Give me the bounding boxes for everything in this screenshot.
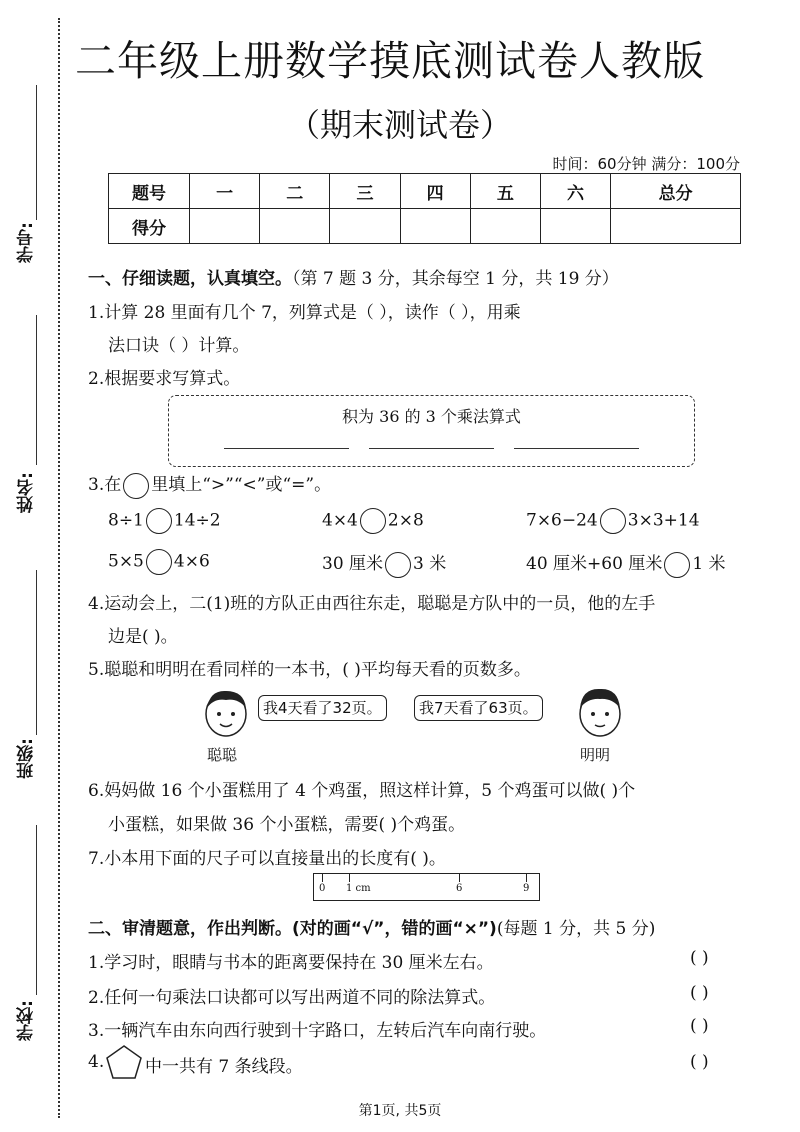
time-info: 时间：60分钟 满分：100分 xyxy=(552,155,740,173)
speech-bubble-congcong: 我4天看了32页。 xyxy=(258,695,387,721)
judge-item-2: 2.任何一句乘法口诀都可以写出两道不同的除法算式。 xyxy=(88,988,496,1008)
class-line xyxy=(36,570,37,735)
name-label: 姓名: xyxy=(17,472,37,513)
judge-item-4-text: 中一共有 7 条线段。 xyxy=(145,1057,303,1077)
compare-right: 3×3+14 xyxy=(627,510,700,531)
score-header-cell: 三 xyxy=(330,174,400,209)
compare-item xyxy=(526,549,726,578)
compare-item xyxy=(108,549,210,575)
judge-item-3: 3.一辆汽车由东向西行驶到十字路口，左转后汽车向南行驶。 xyxy=(88,1021,547,1041)
compare-left: 7×6−24 xyxy=(526,510,598,531)
ruler-label: 0 xyxy=(319,883,326,894)
page-title: 二年级上册数学摸底测试卷人教版 xyxy=(75,37,705,85)
page-subtitle: （期末测试卷） xyxy=(287,106,512,144)
judge-item-4-num: 4. xyxy=(88,1052,105,1072)
section1-heading xyxy=(88,264,619,289)
pentagon-icon xyxy=(104,1043,144,1081)
section1-note: （第 7 题 3 分，其余每空 1 分，共 19 分） xyxy=(292,269,619,289)
q4-line-b: 边是( )。 xyxy=(108,627,178,647)
q2-answer-blank[interactable] xyxy=(224,448,349,449)
score-cell[interactable] xyxy=(611,209,741,244)
boy-congcong-icon xyxy=(198,686,258,744)
score-header-cell: 五 xyxy=(470,174,540,209)
score-cell[interactable] xyxy=(260,209,330,244)
q2-answer-blank[interactable] xyxy=(514,448,639,449)
q7-text: 7.小本用下面的尺子可以直接量出的长度有( )。 xyxy=(88,849,446,869)
ruler-label: 6 xyxy=(456,883,463,894)
ruler-tick xyxy=(526,874,527,882)
compare-item xyxy=(322,549,446,578)
score-header-cell: 二 xyxy=(260,174,330,209)
score-cell[interactable] xyxy=(540,209,610,244)
q6-line-b: 小蛋糕，如果做 36 个小蛋糕，需要( )个鸡蛋。 xyxy=(108,815,466,835)
boy-mingming-icon xyxy=(570,682,630,744)
compare-left: 5×5 xyxy=(108,551,144,572)
page-footer: 第1页, 共5页 xyxy=(358,1103,442,1119)
q3-suffix: 里填上“>”“<”或“=”。 xyxy=(151,475,332,495)
q2-answer-box xyxy=(168,395,695,467)
binding-dotted-line xyxy=(58,18,60,1118)
compare-right: 4×6 xyxy=(173,551,210,572)
compare-circle[interactable] xyxy=(385,552,411,578)
score-table-header-row xyxy=(109,174,741,209)
compare-left: 30 厘米 xyxy=(322,554,384,574)
compare-right: 1 米 xyxy=(692,554,726,574)
q3-text xyxy=(88,470,331,499)
compare-circle[interactable] xyxy=(146,549,172,575)
section1-title: 一、仔细读题，认真填空。 xyxy=(88,269,292,289)
ruler-label: 1 cm xyxy=(346,883,371,894)
score-header-cell: 一 xyxy=(190,174,260,209)
compare-left: 8÷1 xyxy=(108,510,144,531)
score-row-label: 得分 xyxy=(109,209,190,244)
q3-prefix: 3.在 xyxy=(88,475,122,495)
school-label: 学校: xyxy=(17,1000,37,1041)
compare-circle[interactable] xyxy=(146,508,172,534)
student-id-label: 学号: xyxy=(17,222,37,263)
speech-bubble-mingming: 我7天看了63页。 xyxy=(414,695,543,721)
kid-name-right: 明明 xyxy=(580,746,611,764)
section2-title: 二、审清题意，作出判断。(对的画“√”，错的画“×”) xyxy=(88,919,497,939)
q1-line-a: 1.计算 28 里面有几个 7，列算式是（ ），读作（ ），用乘 xyxy=(88,303,521,323)
judge-answer-paren[interactable]: ( ) xyxy=(690,1016,709,1036)
judge-answer-paren[interactable]: ( ) xyxy=(690,948,709,968)
q2-box-caption: 积为 36 的 3 个乘法算式 xyxy=(342,407,521,426)
ruler-tick xyxy=(459,874,460,882)
circle-blank-icon xyxy=(123,473,149,499)
score-cell[interactable] xyxy=(470,209,540,244)
judge-answer-paren[interactable]: ( ) xyxy=(690,983,709,1003)
ruler xyxy=(313,873,540,901)
kid-name-left: 聪聪 xyxy=(207,746,238,764)
name-line xyxy=(36,315,37,465)
score-cell[interactable] xyxy=(400,209,470,244)
score-header-cell: 总分 xyxy=(611,174,741,209)
compare-right: 14÷2 xyxy=(173,510,221,531)
judge-answer-paren[interactable]: ( ) xyxy=(690,1052,709,1072)
school-line xyxy=(36,825,37,995)
compare-item xyxy=(108,508,221,534)
q2-answer-blank[interactable] xyxy=(369,448,494,449)
q6-line-a: 6.妈妈做 16 个小蛋糕用了 4 个鸡蛋，照这样计算，5 个鸡蛋可以做( )个 xyxy=(88,781,636,801)
compare-circle[interactable] xyxy=(600,508,626,534)
q2-text: 2.根据要求写算式。 xyxy=(88,369,241,389)
compare-circle[interactable] xyxy=(664,552,690,578)
score-header-cell: 六 xyxy=(540,174,610,209)
score-table-score-row xyxy=(109,209,741,244)
ruler-label: 9 xyxy=(523,883,530,894)
compare-circle[interactable] xyxy=(360,508,386,534)
section2-heading xyxy=(88,914,655,939)
score-table xyxy=(108,173,741,244)
ruler-tick xyxy=(322,874,323,882)
score-cell[interactable] xyxy=(330,209,400,244)
judge-item-1: 1.学习时，眼睛与书本的距离要保持在 30 厘米左右。 xyxy=(88,953,494,973)
compare-right: 2×8 xyxy=(387,510,424,531)
section2-note: (每题 1 分，共 5 分) xyxy=(496,919,656,939)
q1-line-b: 法口诀（ ）计算。 xyxy=(108,336,250,356)
class-label: 班级: xyxy=(17,738,37,779)
score-cell[interactable] xyxy=(190,209,260,244)
compare-left: 40 厘米+60 厘米 xyxy=(526,554,663,574)
compare-right: 3 米 xyxy=(413,554,447,574)
ruler-tick xyxy=(349,874,350,882)
compare-item xyxy=(322,508,424,534)
score-header-cell: 四 xyxy=(400,174,470,209)
compare-left: 4×4 xyxy=(322,510,358,531)
score-header-cell: 题号 xyxy=(109,174,190,209)
q4-line-a: 4.运动会上，二(1)班的方队正由西往东走，聪聪是方队中的一员，他的左手 xyxy=(88,594,656,614)
compare-item xyxy=(526,508,700,534)
judge-item-4 xyxy=(88,1052,104,1072)
q5-text: 5.聪聪和明明在看同样的一本书，( )平均每天看的页数多。 xyxy=(88,660,531,680)
